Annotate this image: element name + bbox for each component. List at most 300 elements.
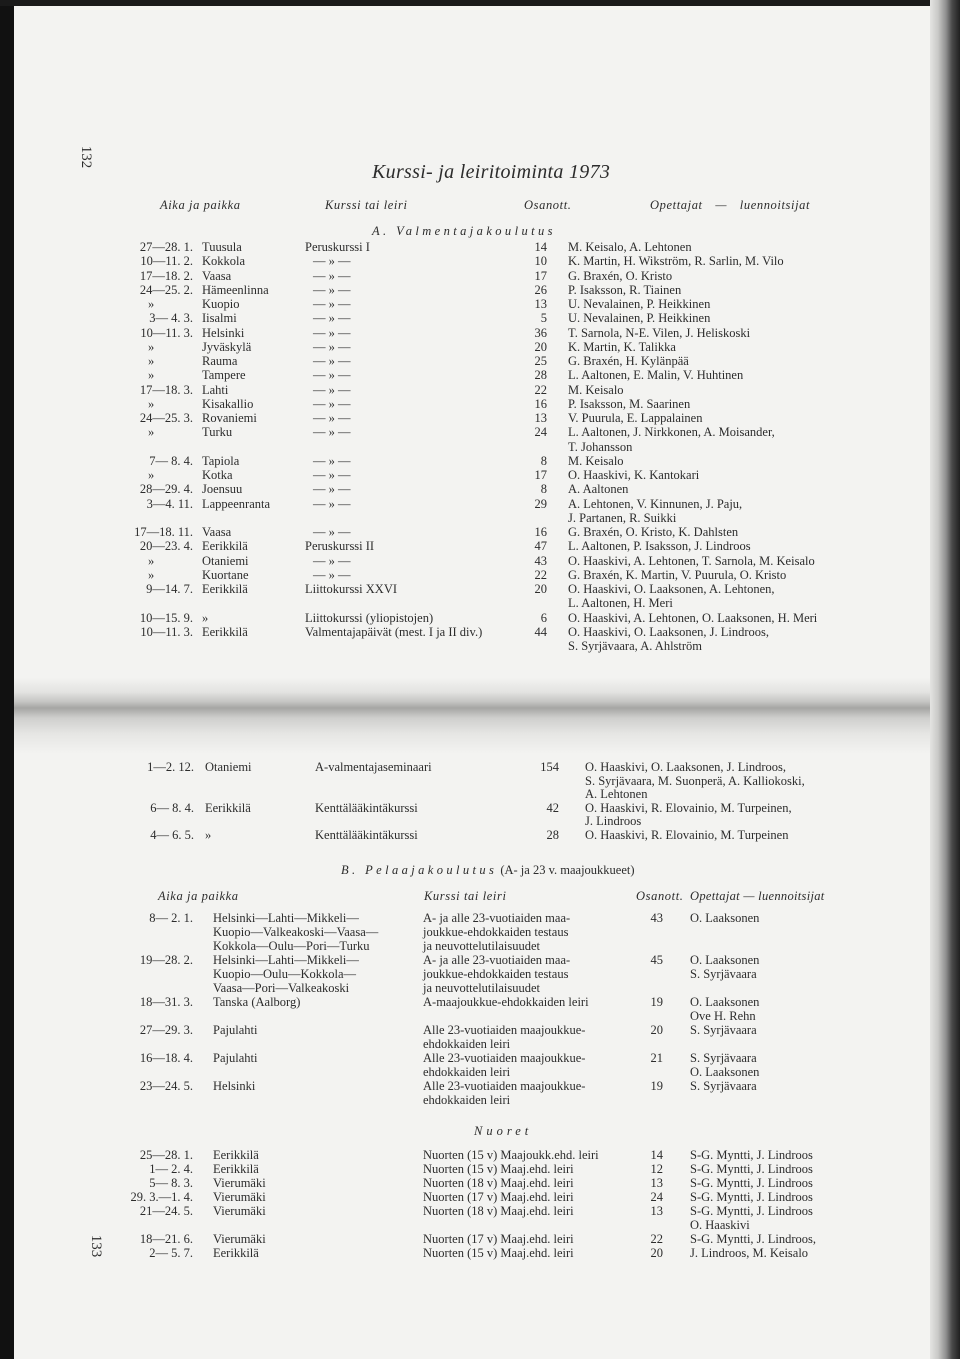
participants-text: 8 [540,482,547,497]
course-ditto-mark: — » — [313,325,351,340]
date-cell [100,397,193,411]
date-cell [100,1176,193,1190]
course-text: ehdokkaiden leiri [423,1037,511,1051]
participants-text: 20 [650,1023,663,1037]
teachers-cell [568,611,817,625]
place-cell [202,311,237,325]
teachers-text: L. Aaltonen, H. Meri [568,596,673,611]
participants-text: 20 [534,582,547,597]
participants-text: 6 [540,610,547,625]
participants-text: 25 [534,354,547,368]
participants-cell [500,397,547,411]
date-text: 7— 8. 4. [149,453,193,468]
participants-cell [500,568,547,582]
place-cell [202,283,269,297]
course-ditto-mark: — » — [313,396,351,411]
place-cell [213,911,378,953]
teachers-cell [568,468,699,482]
date-cell [100,1051,193,1065]
teachers-cell [690,1246,808,1260]
date-text: 3—4. 11. [146,496,193,511]
date-text: 17—18. 3. [139,382,193,397]
participants-cell [500,611,547,625]
teachers-cell [568,525,738,539]
course-cell [423,1162,574,1176]
participants-text: 36 [534,325,547,340]
teachers-cell [568,240,692,254]
teachers-cell [568,454,624,468]
place-cell [202,554,249,568]
table-row [0,1232,930,1246]
participants-cell [620,1051,663,1065]
course-cell [305,425,351,439]
teachers-text: S-G. Myntti, J. Lindroos [690,1204,813,1218]
teachers-text: K. Martin, H. Wikström, R. Sarlin, M. Vilo [568,254,784,269]
teachers-text: O. Haaskivi, K. Kantokari [568,468,700,483]
participants-cell [500,625,547,639]
place-text: Lappeenranta [202,496,271,511]
place-text: Tuusula [202,240,242,254]
date-cell [100,1148,193,1162]
place-cell [202,582,248,596]
date-cell [100,326,193,340]
course-ditto-mark: — » — [313,496,351,511]
date-text: 27—28. 1. [139,240,193,254]
date-text: 10—11. 3. [140,624,193,639]
course-text: Nuorten (17 v) Maaj.ehd. leiri [423,1232,574,1246]
date-text: 1—2. 12. [147,760,194,774]
course-text: A-valmentajaseminaari [315,760,432,774]
participants-text: 43 [650,911,663,925]
date-text: 24—25. 2. [139,282,193,297]
course-ditto-mark: — » — [313,525,351,540]
participants-text: 22 [650,1232,663,1246]
course-cell [305,525,351,539]
teachers-text: S-G. Myntti, J. Lindroos [690,1148,813,1162]
table-row [0,468,930,482]
teachers-text: J. Lindroos, M. Keisalo [690,1246,809,1260]
teachers-text: L. Aaltonen, J. Nirkkonen, A. Moisander, [568,425,775,440]
course-text: ehdokkaiden leiri [423,1065,511,1079]
teachers-cell [690,953,759,981]
place-text: Vierumäki [213,1232,266,1246]
date-ditto-mark: » [148,297,155,311]
place-cell [202,625,248,639]
teachers-cell [585,802,792,829]
place-cell [213,953,359,995]
teachers-text: T. Sarnola, N-E. Vilen, J. Heliskoski [568,325,751,340]
course-cell [305,283,351,297]
course-cell [423,911,570,953]
date-cell [100,1204,193,1218]
participants-cell [620,1204,663,1218]
table-row [0,1190,930,1204]
teachers-text: G. Braxén, O. Kristo [568,268,673,283]
course-cell [423,1176,574,1190]
teachers-text: O. Haaskivi, R. Elovainio, M. Turpeinen, [585,800,792,815]
participants-cell [620,953,663,967]
teachers-text: A. Aaltonen [568,482,629,497]
place-text: Iisalmi [202,311,237,326]
teachers-text: O. Haaskivi, A. Lehtonen, T. Sarnola, M. Keisalo [568,553,815,568]
participants-cell [500,297,547,311]
place-text: Rovaniemi [202,411,257,425]
participants-text: 16 [534,396,547,411]
date-cell [100,625,193,639]
course-text: Alle 23-vuotiaiden maajoukkue- [423,1051,586,1065]
date-text: 28—29. 4. [139,482,193,497]
teachers-cell [568,283,681,297]
participants-text: 44 [534,624,547,639]
participants-cell [510,802,559,816]
place-cell [213,995,300,1009]
teachers-text: S. Syrjävaara [690,1023,757,1037]
table-row [0,269,930,283]
teachers-cell [690,911,759,925]
teachers-cell [568,568,786,582]
header-participants: Osanott. [524,198,572,212]
table-row [0,995,930,1023]
participants-text: 43 [534,553,547,568]
section-a-table [0,240,930,653]
place-text: Vaasa [202,525,232,540]
participants-cell [500,340,547,354]
header-b-participants: Osanott. [636,889,684,903]
teachers-cell [690,1023,757,1037]
course-cell [305,397,351,411]
participants-text: 28 [534,368,547,383]
date-text: 16—18. 4. [139,1051,193,1065]
table-row [0,1162,930,1176]
participants-text: 17 [534,468,547,483]
course-cell [305,383,351,397]
course-cell [305,611,433,625]
place-cell [202,425,232,439]
participants-text: 26 [534,282,547,297]
teachers-text: S. Syrjävaara, M. Suonperä, A. Kalliokoski, [585,773,805,788]
teachers-cell [568,625,769,654]
course-text: Alle 23-vuotiaiden maajoukkue- [423,1079,586,1093]
teachers-cell [568,254,784,268]
teachers-text: S-G. Myntti, J. Lindroos, [690,1232,817,1246]
course-ditto-mark: — » — [313,468,351,483]
course-text: Nuorten (15 v) Maajoukk.ehd. leiri [423,1148,599,1162]
teachers-text: P. Isaksson, M. Saarinen [568,396,691,411]
header-b-date-place: Aika ja paikka [158,889,239,903]
course-cell [305,240,370,254]
date-ditto-mark: » [148,368,155,383]
participants-cell [620,1246,663,1260]
participants-cell [500,497,547,511]
course-text: Kenttälääkintäkurssi [315,800,418,815]
participants-text: 22 [534,567,547,582]
participants-cell [620,1190,663,1204]
section-b-heading [341,863,635,877]
participants-cell [500,326,547,340]
place-text: Kuortane [202,567,249,582]
date-ditto-mark: » [148,425,155,440]
date-cell [100,525,193,539]
course-cell [305,497,351,511]
teachers-text: O. Haaskivi, O. Laaksonen, J. Lindroos, [568,624,770,639]
participants-text: 10 [534,254,547,269]
date-text: 5— 8. 3. [149,1176,193,1190]
table-row [0,911,930,953]
place-text: Vaasa—Pori—Valkeakoski [213,981,350,995]
section-a-title: A. Valmentajakoulutus [372,224,556,238]
header-b-teachers: Opettajat — luennoitsijat [690,889,825,903]
place-cell [213,1176,266,1190]
teachers-cell [568,383,624,397]
date-cell [100,354,193,368]
table-row [0,1148,930,1162]
course-text: Peruskurssi II [305,539,375,554]
place-cell [202,525,231,539]
place-text: Jyväskylä [202,339,252,354]
place-text: Pajulahti [213,1023,258,1037]
place-text: Kuopio—Valkeakoski—Vaasa— [213,925,379,939]
course-cell [423,1232,574,1246]
course-ditto-mark: — » — [313,482,351,497]
place-cell [202,269,231,283]
date-cell [100,953,193,967]
place-text: Vaasa [202,268,232,283]
teachers-text: O. Haaskivi [690,1218,750,1232]
date-text: 24—25. 3. [139,411,193,425]
course-cell [305,625,482,639]
course-cell [305,354,351,368]
course-cell [315,829,418,843]
teachers-text: M. Keisalo [568,453,624,468]
place-cell [202,254,245,268]
participants-cell [500,525,547,539]
teachers-cell [690,1162,813,1176]
teachers-cell [568,326,750,340]
course-text: Liittokurssi XXVI [305,582,398,597]
section-a-continued-table [0,761,930,843]
teachers-text: L. Aaltonen, E. Malin, V. Huhtinen [568,368,744,383]
teachers-text: A. Lehtonen [585,787,648,802]
table-row [0,297,930,311]
place-cell [202,468,233,482]
page-stack-edge [930,0,960,1359]
date-cell [100,582,193,596]
table-row [0,1204,930,1232]
participants-text: 14 [534,240,547,254]
place-text: Kisakallio [202,396,254,411]
teachers-text: S. Syrjävaara [690,967,757,981]
date-text: 25—28. 1. [139,1148,193,1162]
date-cell [100,539,193,553]
teachers-text: O. Laaksonen [690,995,760,1009]
table-row [0,1176,930,1190]
page-number-right: 133 [88,1234,104,1258]
course-cell [423,1246,574,1260]
participants-text: 16 [534,525,547,540]
participants-cell [620,1162,663,1176]
teachers-cell [690,1190,813,1204]
course-cell [305,340,351,354]
table-row [0,539,930,553]
course-text: Nuorten (18 v) Maaj.ehd. leiri [423,1176,574,1190]
teachers-text: Ove H. Rehn [690,1009,756,1023]
nuoret-title: Nuoret [474,1124,533,1138]
place-cell [202,326,244,340]
table-row [0,311,930,325]
table-row [0,1023,930,1051]
teachers-text: S. Syrjävaara [690,1079,757,1093]
table-row [0,1079,930,1107]
participants-text: 19 [650,1079,663,1093]
course-text: Alle 23-vuotiaiden maajoukkue- [423,1023,586,1037]
place-cell [205,802,251,816]
table-row [0,497,930,526]
participants-cell [500,425,547,439]
course-cell [305,326,351,340]
course-ditto-mark: — » — [313,354,351,368]
date-text: 4— 6. 5. [150,827,194,842]
course-cell [305,297,351,311]
nuoret-heading [474,1124,532,1138]
course-text: Nuorten (15 v) Maaj.ehd. leiri [423,1246,574,1260]
teachers-text: O. Haaskivi, A. Lehtonen, O. Laaksonen, H. Meri [568,610,818,625]
place-text: Eerikkilä [213,1246,259,1260]
place-text: Rauma [202,354,238,368]
course-cell [315,761,432,775]
course-ditto-mark: — » — [313,268,351,283]
date-ditto-mark: » [148,468,155,483]
participants-text: 13 [650,1176,663,1190]
place-cell [213,1204,266,1218]
date-cell [100,554,193,568]
participants-text: 12 [650,1162,663,1176]
place-cell [213,1162,259,1176]
course-text: ja neuvottelutilaisuudet [423,981,540,995]
place-text: Kotka [202,468,233,483]
place-cell [213,1246,259,1260]
course-text: ehdokkaiden leiri [423,1093,511,1107]
teachers-text: T. Johansson [568,439,633,454]
course-cell [423,1051,585,1079]
teachers-cell [568,368,743,382]
teachers-cell [690,1204,813,1232]
participants-cell [500,482,547,496]
participants-text: 24 [650,1190,663,1204]
participants-text: 42 [546,800,559,815]
teachers-cell [568,297,710,311]
teachers-text: O. Laaksonen [690,953,760,967]
place-text: Eerikkilä [202,624,248,639]
place-text: Helsinki—Lahti—Mikkeli— [213,911,359,925]
course-ditto-mark: — » — [313,567,351,582]
teachers-cell [568,269,672,283]
teachers-text: O. Laaksonen [690,1065,760,1079]
page-number-left: 132 [78,145,94,169]
teachers-text: S. Syrjävaara, A. Ahlström [568,639,703,654]
place-text: Joensuu [202,482,243,497]
place-cell [202,411,257,425]
course-text: Peruskurssi I [305,240,370,254]
teachers-cell [690,1051,759,1079]
date-text: 17—18. 2. [139,268,193,283]
place-text: Tapiola [202,453,240,468]
table-row [0,397,930,411]
course-text: Liittokurssi (yliopistojen) [305,610,434,625]
teachers-text: S-G. Myntti, J. Lindroos [690,1190,813,1204]
date-cell [100,995,193,1009]
place-text: Hämeenlinna [202,282,269,297]
date-cell [100,340,193,354]
course-text: Valmentajapäivät (mest. I ja II div.) [305,624,483,639]
course-text: ja neuvottelutilaisuudet [423,939,540,953]
participants-cell [500,283,547,297]
course-ditto-mark: — » — [313,553,351,568]
course-ditto-mark: — » — [313,425,351,440]
teachers-cell [568,554,815,568]
place-text: Kokkola [202,254,246,269]
date-text: 23—24. 5. [139,1079,193,1093]
place-text: Otaniemi [202,553,249,568]
date-cell [100,482,193,496]
table-row [0,625,930,654]
teachers-text: S-G. Myntti, J. Lindroos [690,1176,813,1190]
table-row [0,525,930,539]
date-text: 20—23. 4. [139,539,193,554]
table-row [0,953,930,995]
participants-cell [500,311,547,325]
course-cell [423,953,570,995]
place-cell [202,539,248,553]
place-text: Eerikkilä [213,1148,259,1162]
course-cell [423,1023,585,1051]
participants-text: 13 [534,411,547,425]
table-row [0,482,930,496]
teachers-text: L. Aaltonen, P. Isaksson, J. Lindroos [568,539,751,554]
place-text: Helsinki [202,325,245,340]
date-cell [100,1246,193,1260]
date-text: 1— 2. 4. [149,1162,193,1176]
place-text: Otaniemi [205,760,252,774]
place-cell [202,383,228,397]
table-row [0,240,930,254]
date-text: 18—31. 3. [139,995,193,1009]
table-row [0,254,930,268]
place-cell [205,829,211,843]
date-cell [100,802,194,816]
place-text: Eerikkilä [205,800,251,815]
header-course: Kurssi tai leiri [325,198,408,212]
course-cell [423,1079,585,1107]
date-text: 19—28. 2. [139,953,193,967]
place-cell [213,1190,266,1204]
place-cell [213,1148,259,1162]
date-text: 10—11. 3. [140,325,193,340]
participants-text: 45 [650,953,663,967]
teachers-text: K. Martin, K. Talikka [568,339,676,354]
teachers-text: O. Haaskivi, O. Laaksonen, J. Lindroos, [585,760,787,774]
course-cell [305,568,351,582]
teachers-cell [568,582,775,611]
place-cell [202,397,253,411]
course-cell [305,482,351,496]
place-text: Eerikkilä [213,1162,259,1176]
teachers-text: U. Nevalainen, P. Heikkinen [568,311,711,326]
teachers-cell [568,497,742,526]
participants-text: 21 [650,1051,663,1065]
section-a-heading [372,224,556,238]
place-cell [213,1079,255,1093]
teachers-cell [690,1148,813,1162]
